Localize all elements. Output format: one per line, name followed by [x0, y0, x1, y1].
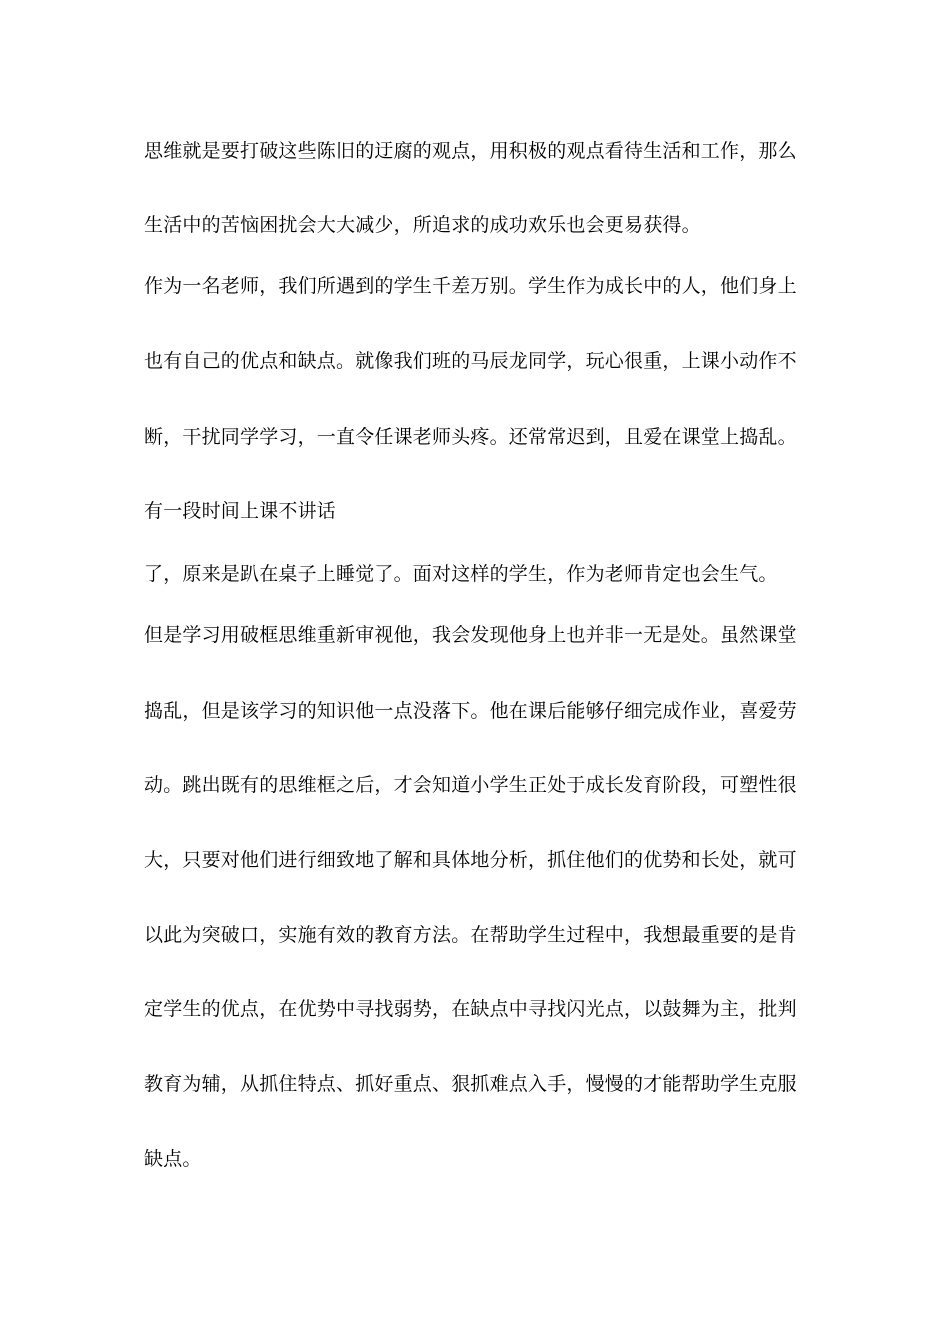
text-line: 断，干扰同学学习，一直令任课老师头疼。还常常迟到，且爱在课堂上捣乱。 [144, 426, 797, 448]
text-line: 思维就是要打破这些陈旧的迂腐的观点，用积极的观点看待生活和工作，那么 [144, 140, 797, 162]
text-line: 以此为突破口，实施有效的教育方法。在帮助学生过程中，我想最重要的是肯 [144, 924, 797, 946]
text-line: 作为一名老师，我们所遇到的学生千差万别。学生作为成长中的人，他们身上 [144, 275, 797, 297]
text-line: 有一段时间上课不讲话 [144, 500, 337, 522]
text-line: 定学生的优点，在优势中寻找弱势，在缺点中寻找闪光点，以鼓舞为主，批判 [144, 998, 797, 1020]
text-line: 但是学习用破框思维重新审视他，我会发现他身上也并非一无是处。虽然课堂 [144, 624, 797, 646]
text-line: 缺点。 [144, 1148, 202, 1170]
text-line: 生活中的苦恼困扰会大大减少，所追求的成功欢乐也会更易获得。 [144, 214, 701, 236]
text-line: 捣乱，但是该学习的知识他一点没落下。他在课后能够仔细完成作业，喜爱劳 [144, 700, 797, 722]
text-line: 教育为辅，从抓住特点、抓好重点、狠抓难点入手，慢慢的才能帮助学生克服 [144, 1073, 797, 1095]
text-line: 大，只要对他们进行细致地了解和具体地分析，抓住他们的优势和长处，就可 [144, 849, 797, 871]
text-line: 了，原来是趴在桌子上睡觉了。面对这样的学生，作为老师肯定也会生气。 [144, 563, 778, 585]
text-line: 也有自己的优点和缺点。就像我们班的马辰龙同学，玩心很重，上课小动作不 [144, 350, 797, 372]
text-line: 动。跳出既有的思维框之后，才会知道小学生正处于成长发育阶段，可塑性很 [144, 774, 797, 796]
